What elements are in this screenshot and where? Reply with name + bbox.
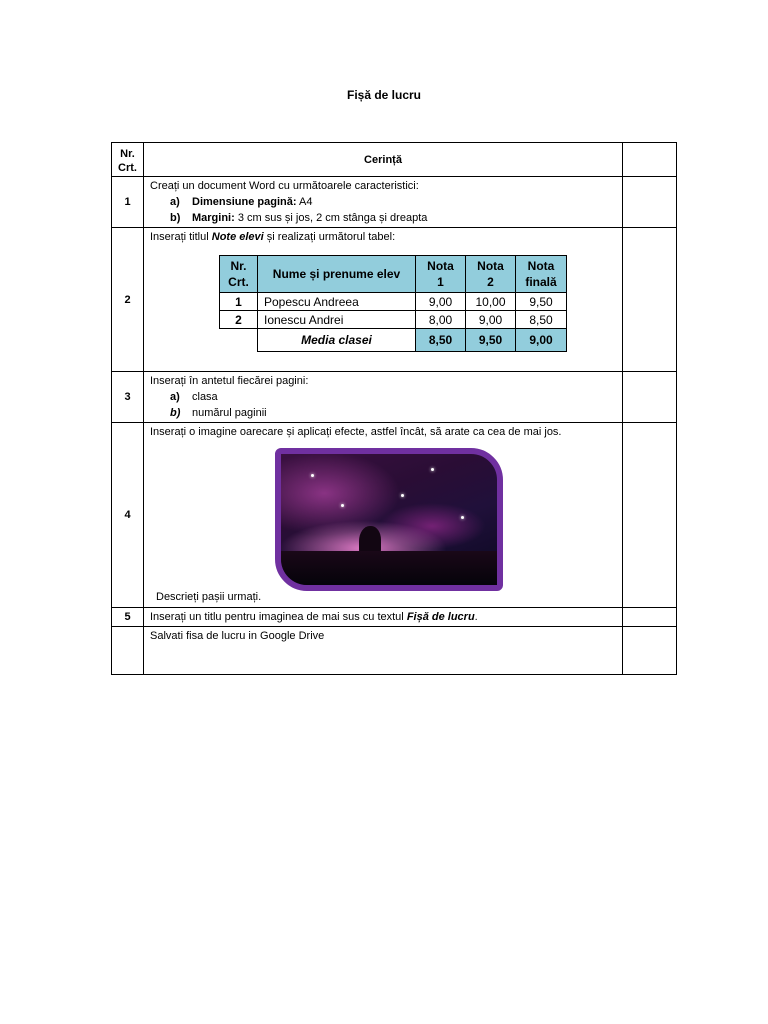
worksheet-table bbox=[111, 142, 677, 675]
document-title: Fișă de lucru bbox=[346, 88, 422, 102]
grades-table-wrap bbox=[150, 255, 616, 357]
row-number: 5 bbox=[112, 608, 144, 627]
row-number: 2 bbox=[112, 228, 144, 372]
list-letter: b) bbox=[170, 212, 181, 224]
row-cerinta: Salvati fisa de lucru in Google Drive bbox=[144, 627, 623, 675]
image-task-area bbox=[150, 424, 616, 606]
star bbox=[431, 468, 434, 471]
grades-nr: 2 bbox=[220, 311, 258, 329]
list-letter: a) bbox=[170, 391, 180, 403]
text-part: . bbox=[474, 611, 478, 623]
table-row bbox=[112, 177, 677, 228]
grades-row bbox=[220, 311, 567, 329]
grades-header-row bbox=[220, 256, 567, 293]
media-nota2: 9,50 bbox=[466, 329, 516, 352]
grades-nota1: 8,00 bbox=[416, 311, 466, 329]
row-cerinta bbox=[144, 372, 623, 423]
empty-cell bbox=[220, 329, 258, 352]
list-letter: a) bbox=[170, 196, 180, 208]
row-cerinta bbox=[144, 177, 623, 228]
list-label: Dimensiune pagină: bbox=[192, 196, 297, 208]
grades-row bbox=[220, 293, 567, 311]
grades-name: Popescu Andreea bbox=[258, 293, 416, 311]
grades-header-nota1: Nota 1 bbox=[416, 256, 466, 293]
row-number: 4 bbox=[112, 423, 144, 608]
grades-final: 9,50 bbox=[516, 293, 567, 311]
grades-header-final: Nota finală bbox=[516, 256, 567, 293]
star bbox=[311, 474, 314, 477]
list-label: Margini: bbox=[192, 212, 235, 224]
description-text: Descrieți pașii urmați. bbox=[156, 591, 262, 603]
star bbox=[461, 516, 464, 519]
row-number bbox=[112, 627, 144, 675]
text-part: Inserați un titlu pentru imaginea de mai sus cu textul bbox=[150, 611, 407, 623]
nebula-image bbox=[275, 448, 503, 591]
header-crt: Crt. bbox=[118, 161, 137, 174]
empty-cell bbox=[623, 608, 677, 627]
empty-cell bbox=[623, 627, 677, 675]
list-item bbox=[150, 194, 616, 210]
list-letter: b) bbox=[170, 407, 181, 419]
grades-header-nota2: Nota 2 bbox=[466, 256, 516, 293]
grades-header-nr: Nr. Crt. bbox=[220, 256, 258, 293]
header-cerinta: Cerință bbox=[144, 143, 623, 177]
list-value: 3 cm sus și jos, 2 cm stânga și dreapta bbox=[237, 212, 428, 224]
row-number: 1 bbox=[112, 177, 144, 228]
dark-foreground bbox=[281, 551, 497, 585]
empty-cell bbox=[623, 372, 677, 423]
header-empty-cell bbox=[623, 143, 677, 177]
row-cerinta bbox=[144, 228, 623, 372]
list-item bbox=[150, 389, 616, 405]
empty-cell bbox=[623, 177, 677, 228]
text-bold: Note elevi bbox=[211, 231, 264, 243]
media-nota1: 8,50 bbox=[416, 329, 466, 352]
row-cerinta bbox=[144, 608, 623, 627]
grades-table bbox=[219, 255, 567, 352]
list-item bbox=[150, 210, 616, 226]
media-final: 9,00 bbox=[516, 329, 567, 352]
grades-name: Ionescu Andrei bbox=[258, 311, 416, 329]
header-row bbox=[112, 143, 677, 177]
table-row bbox=[112, 627, 677, 675]
row-number: 3 bbox=[112, 372, 144, 423]
grades-nr: 1 bbox=[220, 293, 258, 311]
grades-nota1: 9,00 bbox=[416, 293, 466, 311]
list-item bbox=[150, 405, 616, 421]
list-value: numărul paginii bbox=[192, 407, 267, 419]
header-nr: Nr. bbox=[120, 147, 135, 160]
star bbox=[341, 504, 344, 507]
row-text: Inserați o imagine oarecare și aplicați efecte, astfel încât, să arate ca cea de mai jos. bbox=[150, 426, 562, 438]
text-bold: Fișă de lucru bbox=[406, 611, 475, 623]
list-value: clasa bbox=[192, 391, 218, 403]
empty-cell bbox=[623, 423, 677, 608]
table-row bbox=[112, 608, 677, 627]
grades-final: 8,50 bbox=[516, 311, 567, 329]
grades-nota2: 10,00 bbox=[466, 293, 516, 311]
table-row bbox=[112, 423, 677, 608]
header-nr-crt bbox=[112, 143, 144, 177]
list-value: A4 bbox=[298, 196, 313, 208]
media-label: Media clasei bbox=[258, 329, 416, 352]
row-cerinta bbox=[144, 423, 623, 608]
row-text: Creați un document Word cu următoarele caracteristici: bbox=[150, 180, 419, 192]
table-row bbox=[112, 372, 677, 423]
table-row bbox=[112, 228, 677, 372]
grades-header-name: Nume și prenume elev bbox=[258, 256, 416, 293]
grades-nota2: 9,00 bbox=[466, 311, 516, 329]
star bbox=[401, 494, 404, 497]
text-part: și realizați următorul tabel: bbox=[263, 231, 396, 243]
row-text bbox=[150, 229, 616, 245]
text-part: Inserați titlul bbox=[150, 231, 212, 243]
empty-cell bbox=[623, 228, 677, 372]
grades-media-row bbox=[220, 329, 567, 352]
row-text: Inserați în antetul fiecărei pagini: bbox=[150, 375, 309, 387]
